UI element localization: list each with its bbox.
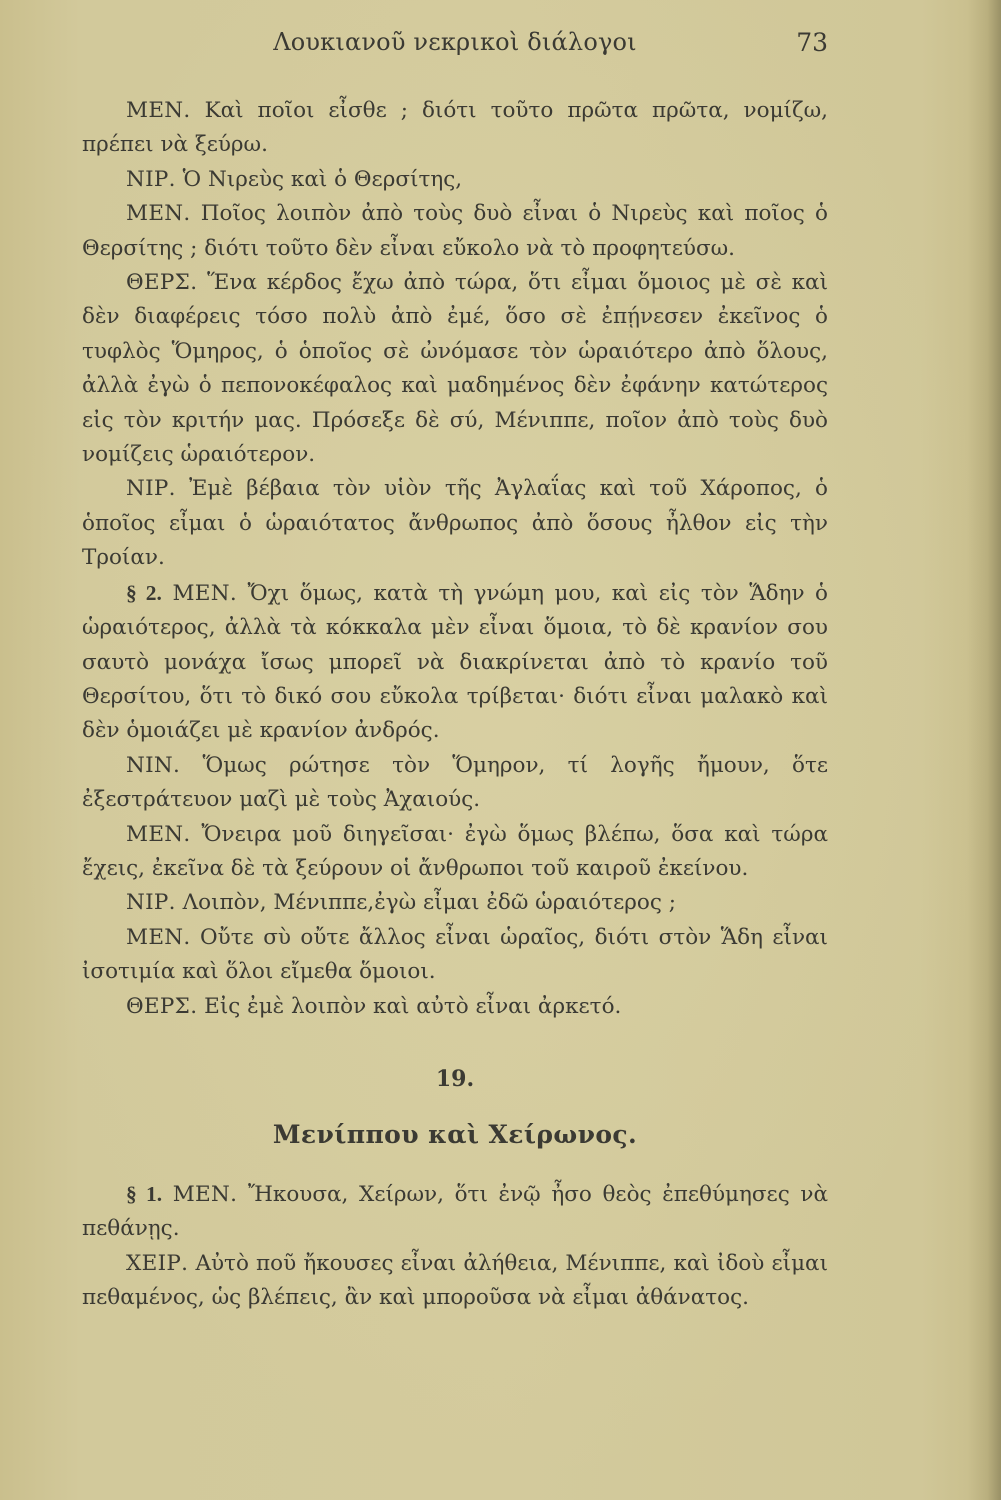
main-text	[82, 94, 828, 1315]
paragraph	[82, 921, 828, 990]
paragraph	[82, 818, 828, 887]
chapter-number: 19.	[435, 1065, 475, 1092]
speaker-label: ΝΙΡ.	[126, 476, 176, 502]
paragraph	[82, 266, 828, 472]
paragraph-text: Ἤκουσα, Χείρων, ὅτι ἐνῷ ἦσο θεὸς ἐπεθύμησες νὰ πεθάνῃς.	[82, 1181, 828, 1242]
paragraph	[82, 576, 828, 749]
paragraph-text: Ὁ Νιρεὺς καὶ ὁ Θερσίτης,	[182, 166, 463, 192]
paragraph-text: Ἕνα κέρδος ἔχω ἀπὸ τώρα, ὅτι εἶμαι ὅμοιος μὲ σὲ καὶ δὲν διαφέρεις τόσο πολὺ ἀπὸ ἐμέ, ὅσο σὲ ἐπῄνεσεν ἐκεῖνος ὁ τυφλὸς Ὅμηρος, ὁ ὁποῖος σὲ ὠνόμασε τὸν ὡραιότερο ἀπὸ ὅλους, ἀλλὰ ἐγὼ ὁ πεπονοκέφαλος καὶ μαδημένος δὲν ἐφάνην κατώτερος εἰς τὸν κριτήν μας. Πρόσεξε δὲ σύ, Μένιππε, ποῖον ἀπὸ τοὺς δυὸ νομίζεις ὡραιότερον.	[82, 270, 829, 468]
chapter-title: Μενίππου καὶ Χείρωνος.	[272, 1120, 638, 1150]
paragraph-text: Ἐμὲ βέβαια τὸν υἱὸν τῆς Ἀγλαΐας καὶ τοῦ Χάροπος, ὁ ὁποῖος εἶμαι ὁ ὡραιότατος ἄνθρωπος ἀπὸ ὅσους ἦλθον εἰς τὴν Τροίαν.	[82, 476, 829, 571]
speaker-label: ΝΙΡ.	[126, 890, 176, 916]
paragraph	[82, 472, 828, 575]
paragraph-text: Λοιπὸν, Μένιππε,ἐγὼ εἶμαι ἐδῶ ὡραιότερος ;	[182, 890, 676, 916]
speaker-label: ΧΕΙΡ.	[126, 1250, 189, 1276]
speaker-label: ΜΕΝ.	[172, 580, 238, 606]
paragraph-text: Ὅμως ρώτησε τὸν Ὅμηρον, τί λογῆς ἤμουν, ὅτε ἐξεστράτευον μαζὶ μὲ τοὺς Ἀχαιούς.	[82, 752, 828, 813]
paragraph	[82, 990, 828, 1024]
paragraph-text: Ὄχι ὅμως, κατὰ τὴ γνώμη μου, καὶ εἰς τὸν Ἅδην ὁ ὡραιότερος, ἀλλὰ τὰ κόκκαλα μὲν εἶναι ὅμοια, τὸ δὲ κρανίον σου σαυτὸ μονάχα ἴσως μπορεῖ νὰ διακρίνεται ἀπὸ τὸ κρανίο τοῦ Θερσίτου, ὅτι τὸ δικό σου εὔκολα τρίβεται· διότι εἶναι μαλακὸ καὶ δὲν ὁμοιάζει μὲ κρανίον ἀνδρός.	[82, 580, 828, 744]
speaker-label: ΘΕΡΣ.	[126, 993, 198, 1019]
page-edge-shadow	[967, 0, 1001, 1500]
running-title: Λουκιανοῦ νεκρικοὶ διάλογοι	[273, 28, 637, 56]
page-header	[82, 28, 828, 64]
paragraph	[82, 886, 828, 920]
paragraph	[82, 197, 828, 266]
paragraph-text: Αὐτὸ ποῦ ἤκουσες εἶναι ἀλήθεια, Μένιππε, καὶ ἰδοὺ εἶμαι πεθαμένος, ὡς βλέπεις, ἂν καὶ μποροῦσα νὰ εἶμαι ἀθάνατος.	[82, 1250, 828, 1310]
speaker-label: ΘΕΡΣ.	[126, 270, 198, 296]
speaker-label: ΝΙΝ.	[126, 752, 181, 778]
paragraph	[82, 163, 828, 197]
paragraph-text: Οὔτε σὺ οὔτε ἄλλος εἶναι ὡραῖος, διότι στὸν Ἅδη εἶναι ἰσοτιμία καὶ ὅλοι εἴμεθα ὅμοιοι.	[82, 924, 828, 985]
speaker-label: ΜΕΝ.	[126, 924, 191, 950]
paragraph-text: Ὄνειρα μοῦ διηγεῖσαι· ἐγὼ ὅμως βλέπω, ὅσα καὶ τώρα ἔχεις, ἐκεῖνα δὲ τὰ ξεύρουν οἱ ἄνθρωποι τοῦ καιροῦ ἐκείνου.	[82, 821, 828, 881]
paragraph	[82, 1177, 828, 1247]
speaker-label: ΜΕΝ.	[126, 821, 191, 847]
section-marker: § 2.	[126, 580, 162, 605]
page-number: 73	[796, 28, 828, 57]
speaker-label: ΜΕΝ.	[126, 98, 191, 123]
paragraph-text: Εἰς ἐμὲ λοιπὸν καὶ αὐτὸ εἶναι ἀρκετό.	[204, 993, 622, 1019]
paragraph	[82, 94, 828, 163]
speaker-label: ΜΕΝ.	[172, 1181, 238, 1207]
paragraph-text: Καὶ ποῖοι εἶσθε ; διότι τοῦτο πρῶτα πρῶτα, νομίζω, πρέπει νὰ ξεύρω.	[82, 98, 828, 158]
paragraph	[82, 1247, 828, 1316]
paragraph	[82, 749, 828, 818]
speaker-label: ΝΙΡ.	[126, 166, 176, 192]
paragraph-text: Ποῖος λοιπὸν ἀπὸ τοὺς δυὸ εἶναι ὁ Νιρεὺς καὶ ποῖος ὁ Θερσίτης ; διότι τοῦτο δὲν εἶναι εὔκολο νὰ τὸ προφητεύσω.	[82, 201, 828, 261]
speaker-label: ΜΕΝ.	[126, 201, 191, 227]
section-marker: § 1.	[126, 1181, 163, 1206]
